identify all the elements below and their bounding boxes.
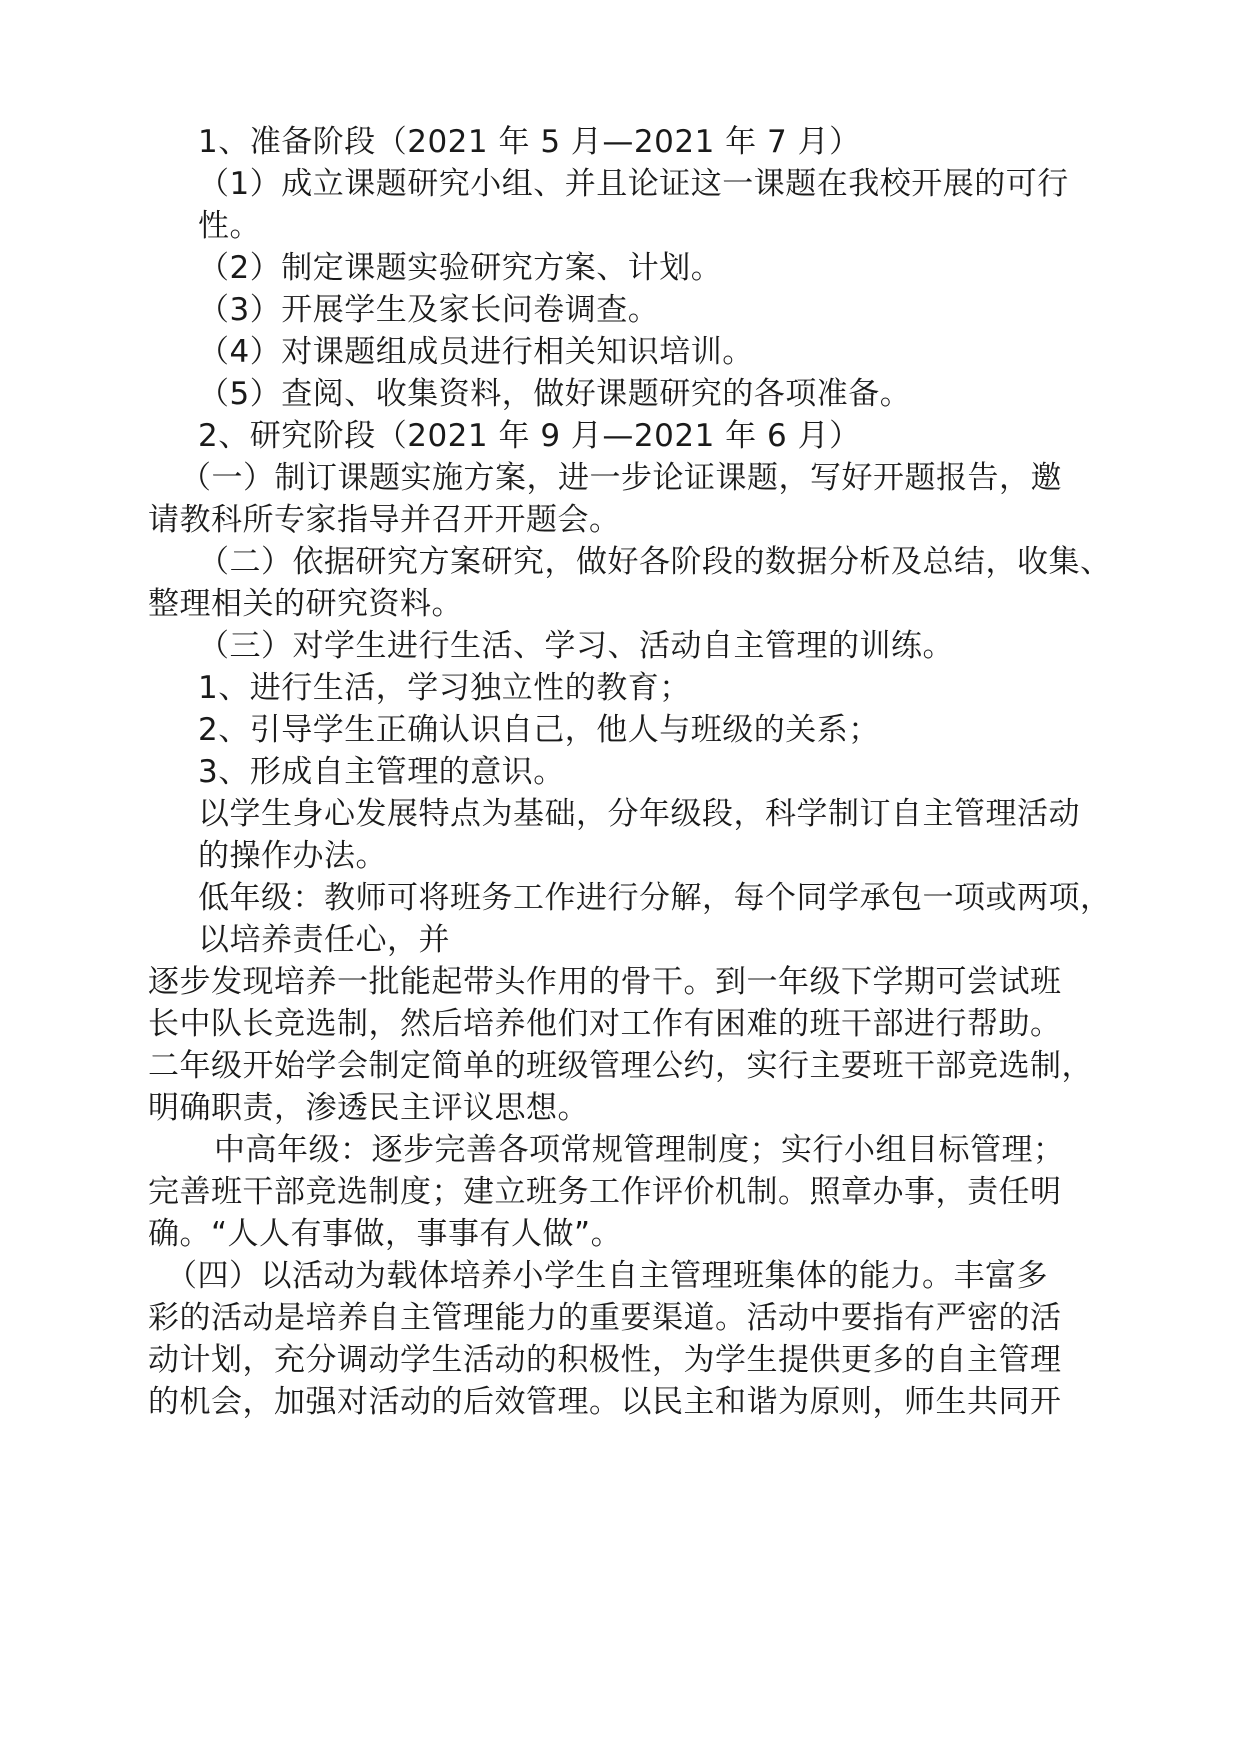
text-line: 性。: [198, 208, 261, 244]
text-line: 长中队长竞选制，然后培养他们对工作有困难的班干部进行帮助。: [148, 1006, 1062, 1042]
text-line: 低年级：教师可将班务工作进行分解，每个同学承包一项或两项，: [198, 880, 1112, 916]
text-line: 以培养责任心，并: [198, 922, 450, 958]
text-line: 逐步发现培养一批能起带头作用的骨干。到一年级下学期可尝试班: [148, 964, 1062, 1000]
text-line: 二年级开始学会制定简单的班级管理公约，实行主要班干部竞选制，: [148, 1048, 1093, 1084]
text-line: 明确职责，渗透民主评议思想。: [148, 1090, 589, 1126]
text-line: 的操作办法。: [198, 838, 387, 874]
text-line: 1、进行生活，学习独立性的教育；: [198, 670, 691, 706]
text-line: （二）依据研究方案研究，做好各阶段的数据分析及总结，收集、: [198, 544, 1112, 580]
text-line: （4）对课题组成员进行相关知识培训。: [198, 334, 754, 370]
text-line: 完善班干部竞选制度；建立班务工作评价机制。照章办事，责任明: [148, 1174, 1062, 1210]
text-line: 的机会，加强对活动的后效管理。以民主和谐为原则，师生共同开: [148, 1384, 1062, 1420]
text-line: （2）制定课题实验研究方案、计划。: [198, 250, 723, 286]
text-line: （5）查阅、收集资料，做好课题研究的各项准备。: [198, 376, 912, 412]
text-line: 2、引导学生正确认识自己，他人与班级的关系；: [198, 712, 880, 748]
text-line: （四）以活动为载体培养小学生自主管理班集体的能力。丰富多: [166, 1258, 1048, 1294]
text-line: 3、形成自主管理的意识。: [198, 754, 565, 790]
text-line: 1、准备阶段（2021 年 5 月—2021 年 7 月）: [198, 124, 861, 160]
text-line: 2、研究阶段（2021 年 9 月—2021 年 6 月）: [198, 418, 861, 454]
text-line: （三）对学生进行生活、学习、活动自主管理的训练。: [198, 628, 954, 664]
text-line: 整理相关的研究资料。: [148, 586, 463, 622]
text-line: 以学生身心发展特点为基础，分年级段，科学制订自主管理活动: [198, 796, 1080, 832]
text-line: （3）开展学生及家长问卷调查。: [198, 292, 660, 328]
text-line: 确。“人人有事做，事事有人做”。: [148, 1216, 623, 1252]
text-line: 请教科所专家指导并召开开题会。: [148, 502, 621, 538]
text-line: 彩的活动是培养自主管理能力的重要渠道。活动中要指有严密的活: [148, 1300, 1062, 1336]
text-line: 中高年级：逐步完善各项常规管理制度；实行小组目标管理；: [214, 1132, 1065, 1168]
text-line: 动计划，充分调动学生活动的积极性，为学生提供更多的自主管理: [148, 1342, 1062, 1378]
text-line: （一）制订课题实施方案，进一步论证课题，写好开题报告，邀: [180, 460, 1062, 496]
text-line: （1）成立课题研究小组、并且论证这一课题在我校开展的可行: [198, 166, 1069, 202]
